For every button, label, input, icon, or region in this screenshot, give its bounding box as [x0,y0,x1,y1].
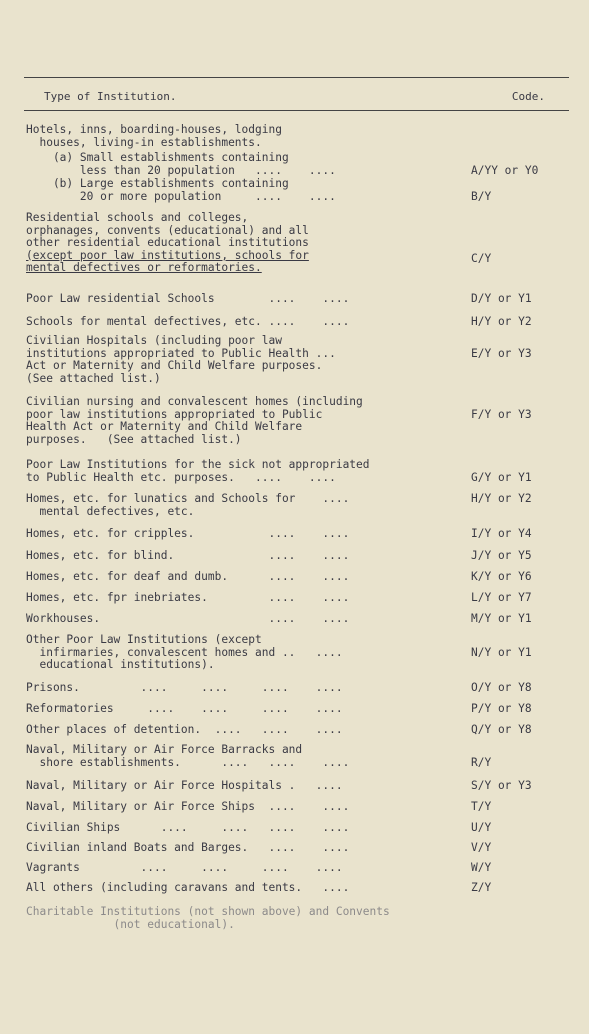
entry-line: Naval, Military or Air Force Barracks and [26,743,303,756]
list-item [26,493,571,519]
entry-code: U/Y [471,821,492,835]
list-item [26,724,571,737]
entry-line: orphanages, convents (educational) and all [26,223,309,237]
entry-code: P/Y or Y8 [471,702,532,716]
entry-code: F/Y or Y3 [471,408,532,422]
list-item [26,682,571,695]
list-item [26,801,571,814]
list-item [26,862,571,875]
entry-line: Homes, etc. for lunatics and Schools for .... [26,492,350,505]
entry-line: Homes, etc. for cripples. .... .... [26,527,350,540]
list-item [26,124,571,150]
entry-code: T/Y [471,800,492,814]
entry-line: educational institutions). [26,658,215,672]
entry-code: M/Y or Y1 [471,612,532,626]
list-item [26,780,571,793]
list-item [26,459,571,485]
entry-line: Civilian Hospitals (including poor law [26,334,282,347]
entry-line: poor law institutions appropriated to Public [26,407,323,421]
entry-code: B/Y [471,190,492,204]
list-item [26,842,571,855]
top-rule [24,77,569,78]
list-item [26,316,571,329]
entry-line: (except poor law institutions, schools for [26,248,309,262]
entry-line: Hotels, inns, boarding-houses, lodging [26,123,282,136]
entry-code: G/Y or Y1 [471,471,532,485]
entry-line: Homes, etc. for deaf and dumb. .... .... [26,570,350,583]
entry-line: (See attached list.) [26,371,161,385]
entry-line: to Public Health etc. purposes. .... .... [26,470,336,484]
list-item [26,744,571,770]
entry-line: Civilian inland Boats and Barges. .... .... [26,841,350,854]
entry-line: Schools for mental defectives, etc. .... .... [26,315,350,328]
list-item [26,212,571,276]
entry-code: C/Y [471,252,492,266]
entry-line: Workhouses. .... .... [26,612,350,625]
entry-line: (not educational). [26,917,235,931]
entry-code: R/Y [471,756,492,770]
entry-code: I/Y or Y4 [471,527,532,541]
list-item [26,178,571,204]
list-item [26,571,571,584]
entry-code: H/Y or Y2 [471,492,532,506]
list-item [26,152,571,178]
list-item [26,906,571,932]
entry-line: infirmaries, convalescent homes and .. .... [26,645,343,659]
entry-line: (a) Small establishments containing [26,151,289,164]
entry-code: J/Y or Y5 [471,549,532,563]
entry-line: Poor Law residential Schools .... .... [26,292,350,305]
entry-line: All others (including caravans and tents. .... [26,881,350,894]
entry-line: Residential schools and colleges, [26,211,249,224]
entry-line: Act or Maternity and Child Welfare purposes. [26,359,323,373]
entry-line: less than 20 population .... .... [26,163,336,177]
list-item [26,703,571,716]
list-item [26,293,571,306]
entry-line: other residential educational institutions [26,236,309,250]
entry-code: N/Y or Y1 [471,646,532,660]
entry-code: H/Y or Y2 [471,315,532,329]
list-item [26,592,571,605]
entry-code: A/YY or Y0 [471,164,539,178]
entry-line: Poor Law Institutions for the sick not appropriated [26,458,370,471]
list-item [26,550,571,563]
entry-code: S/Y or Y3 [471,779,532,793]
entry-line: houses, living-in establishments. [26,135,262,149]
entry-line: shore establishments. .... .... .... [26,755,350,769]
entry-code: W/Y [471,861,492,875]
entry-code: V/Y [471,841,492,855]
table-header [44,90,545,103]
entry-line: Naval, Military or Air Force Hospitals . .... [26,779,343,792]
entry-line: Civilian Ships .... .... .... .... [26,821,350,834]
header-rule [24,110,569,111]
entry-line: Reformatories .... .... .... .... [26,702,343,715]
entry-line: Vagrants .... .... .... .... [26,861,343,874]
list-item [26,396,571,448]
entry-line: 20 or more population .... .... [26,189,336,203]
entry-line: Civilian nursing and convalescent homes (including [26,395,363,408]
entry-code: D/Y or Y1 [471,292,532,306]
entry-line: Other places of detention. .... .... .... [26,723,343,736]
entry-line: Homes, etc. for blind. .... .... [26,549,350,562]
list-item [26,528,571,541]
list-item [26,822,571,835]
entry-code: Q/Y or Y8 [471,723,532,737]
entry-line: Charitable Institutions (not shown above) and Convents [26,905,390,918]
entry-code: Z/Y [471,881,492,895]
entry-line: purposes. (See attached list.) [26,432,242,446]
list-item [26,613,571,626]
entry-line: Prisons. .... .... .... .... [26,681,343,694]
entry-code: L/Y or Y7 [471,591,532,605]
code-column-header: Code. [511,90,545,103]
entry-code: E/Y or Y3 [471,347,532,361]
list-item [26,882,571,895]
entry-line: institutions appropriated to Public Health ... [26,346,336,360]
entry-line: Naval, Military or Air Force Ships .... .... [26,800,350,813]
list-item [26,634,571,673]
entry-line: mental defectives, etc. [26,504,195,518]
entry-line: Other Poor Law Institutions (except [26,633,262,646]
list-item [26,335,571,387]
entry-line: Homes, etc. fpr inebriates. .... .... [26,591,350,604]
entry-line: mental defectives or reformatories. [26,261,262,275]
entry-code: O/Y or Y8 [471,681,532,695]
type-column-header: Type of Institution. [44,90,177,103]
entry-line: (b) Large establishments containing [26,177,289,190]
entry-line: Health Act or Maternity and Child Welfare [26,420,303,434]
entry-code: K/Y or Y6 [471,570,532,584]
